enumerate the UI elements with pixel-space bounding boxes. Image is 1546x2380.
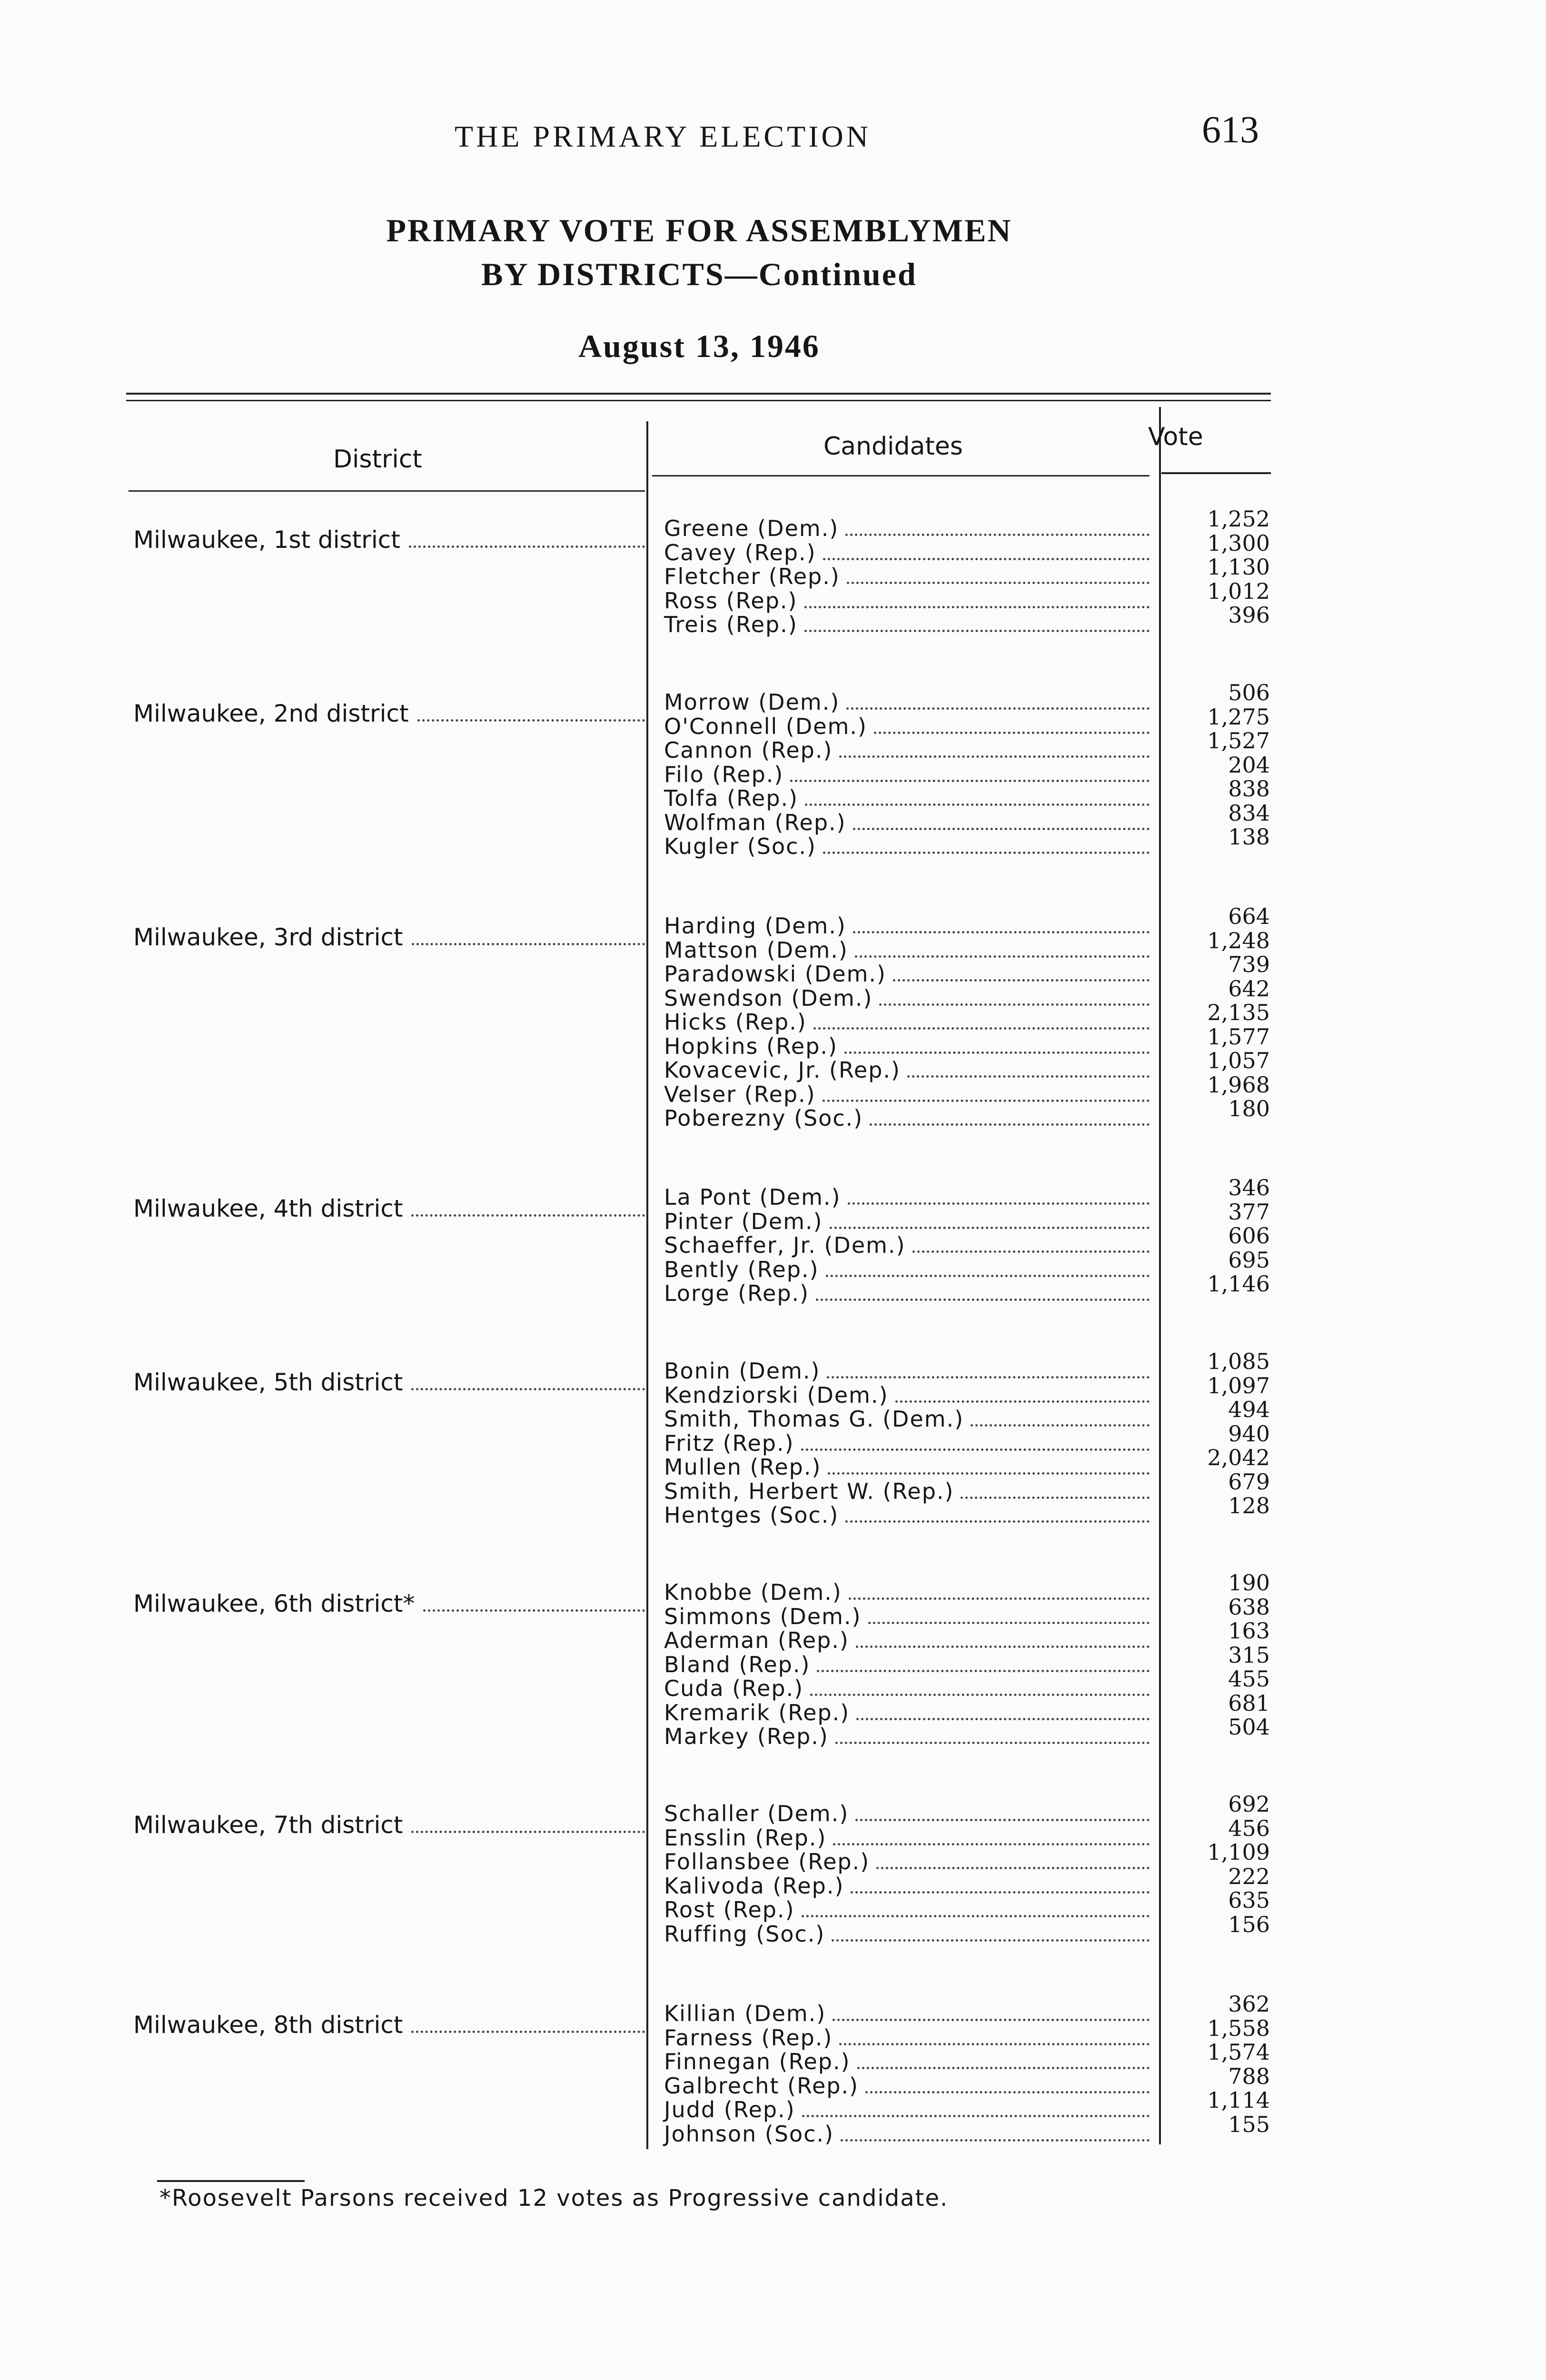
vote-list [1160, 1176, 1270, 1296]
column-header-candidates: Candidates [823, 432, 963, 461]
title-line-1: PRIMARY VOTE FOR ASSEMBLYMEN [386, 212, 1012, 248]
candidate-name: Tolfa (Rep.) [664, 785, 799, 811]
candidate-row [664, 1628, 1150, 1653]
dot-leader [868, 1622, 1150, 1624]
dot-leader [857, 2067, 1150, 2069]
vote-count: 504 [1228, 1714, 1270, 1740]
district-label: Milwaukee, 7th district [133, 1811, 403, 1839]
candidate-name: Swendson (Dem.) [664, 985, 873, 1011]
candidate-row [664, 541, 1150, 565]
candidate-row [664, 1479, 1150, 1504]
candidate-list [664, 2002, 1150, 2146]
candidate-row [664, 565, 1150, 589]
candidate-row [664, 1082, 1150, 1107]
dot-leader [801, 1448, 1150, 1451]
vote-count: 679 [1228, 1468, 1270, 1495]
vote-count: 1,968 [1207, 1071, 1270, 1098]
footnote-rule [157, 2180, 305, 2182]
candidate-list [664, 1802, 1150, 1946]
candidate-row [664, 1826, 1150, 1850]
vote-count: 455 [1228, 1666, 1270, 1692]
vote-count: 692 [1228, 1791, 1270, 1817]
dot-leader [832, 1939, 1150, 1942]
district-name [133, 1368, 645, 1396]
candidate-row [664, 589, 1150, 613]
vote-list [1160, 1349, 1270, 1518]
dot-leader [823, 852, 1150, 854]
candidate-name: Farness (Rep.) [664, 2024, 833, 2051]
candidate-row [664, 962, 1150, 986]
dot-leader [961, 1497, 1150, 1499]
candidate-list [664, 516, 1150, 637]
candidate-name: Lorge (Rep.) [664, 1280, 810, 1306]
vote-count: 494 [1228, 1397, 1270, 1422]
vote-count: 163 [1228, 1618, 1270, 1644]
dot-leader [804, 606, 1150, 608]
candidate-row [664, 1281, 1150, 1306]
vote-list [1160, 681, 1270, 849]
dot-leader [813, 1027, 1150, 1030]
candidate-name: Fritz (Rep.) [664, 1430, 794, 1456]
vote-count: 838 [1228, 776, 1270, 802]
vote-count: 1,146 [1207, 1271, 1270, 1297]
vote-count: 155 [1228, 2111, 1270, 2137]
candidate-name: Hopkins (Rep.) [664, 1033, 838, 1059]
header-rule-district [129, 490, 645, 492]
candidate-list [664, 1185, 1150, 1306]
candidate-row [664, 1725, 1150, 1749]
candidate-name: Kalivoda (Rep.) [664, 1873, 844, 1899]
vote-count: 940 [1228, 1420, 1270, 1447]
footnote: *Roosevelt Parsons received 12 votes as Progressive candidate. [159, 2185, 949, 2211]
vote-count: 1,248 [1207, 927, 1270, 953]
vote-count: 1,114 [1207, 2087, 1270, 2113]
dot-leader [870, 1123, 1150, 1126]
vote-list [1160, 904, 1270, 1121]
candidate-name: Knobbe (Dem.) [664, 1579, 842, 1605]
dot-leader [841, 2139, 1150, 2142]
candidate-row [664, 2002, 1150, 2026]
candidate-name: Cavey (Rep.) [664, 539, 816, 565]
district-name [133, 1590, 645, 1617]
vote-count: 222 [1228, 1863, 1270, 1889]
district-label: Milwaukee, 6th district* [133, 1590, 415, 1617]
dot-leader [893, 979, 1150, 982]
candidate-row [664, 2122, 1150, 2146]
candidate-name: Treis (Rep.) [664, 612, 798, 637]
district-label: Milwaukee, 1st district [133, 526, 400, 554]
candidate-row [664, 1898, 1150, 1922]
candidate-row [664, 1010, 1150, 1034]
candidate-name: Filo (Rep.) [664, 761, 784, 787]
candidate-name: Smith, Herbert W. (Rep.) [664, 1478, 954, 1504]
district-label: Milwaukee, 2nd district [133, 700, 409, 727]
candidate-row [664, 613, 1150, 637]
dot-leader [412, 943, 645, 945]
vote-count: 1,275 [1207, 704, 1270, 730]
candidate-name: Smith, Thomas G. (Dem.) [664, 1406, 964, 1432]
candidate-list [664, 690, 1150, 859]
vote-count: 635 [1228, 1887, 1270, 1913]
candidate-name: Kugler (Soc.) [664, 833, 816, 859]
candidate-name: Aderman (Rep.) [664, 1627, 849, 1653]
candidate-name: O'Connell (Dem.) [664, 713, 867, 739]
title-line-2: BY DISTRICTS—Continued [481, 256, 917, 292]
district-label: Milwaukee, 8th district [133, 2011, 403, 2039]
vote-count: 1,085 [1207, 1349, 1270, 1374]
vote-count: 506 [1228, 680, 1270, 705]
candidate-name: Greene (Dem.) [664, 516, 839, 541]
vote-count: 1,574 [1207, 2039, 1270, 2065]
candidate-row [664, 1233, 1150, 1258]
candidate-name: Johnson (Soc.) [664, 2121, 834, 2147]
candidate-row [664, 2098, 1150, 2122]
dot-leader [823, 558, 1150, 560]
page-header [0, 109, 1546, 166]
candidate-row [664, 2074, 1150, 2098]
candidate-row [664, 1850, 1150, 1874]
candidate-name: Finnegan (Rep.) [664, 2049, 851, 2074]
candidate-row [664, 763, 1150, 787]
dot-leader [848, 1202, 1150, 1205]
vote-count: 681 [1228, 1690, 1270, 1716]
candidate-row [664, 516, 1150, 541]
vote-count: 1,527 [1207, 728, 1270, 754]
candidate-row [664, 1058, 1150, 1082]
candidate-row [664, 1383, 1150, 1408]
header-rule-vote [1161, 472, 1271, 474]
candidate-name: Cuda (Rep.) [664, 1676, 804, 1701]
vote-count: 138 [1228, 824, 1270, 850]
candidate-row [664, 1503, 1150, 1527]
dot-leader [802, 1915, 1150, 1917]
candidate-name: Simmons (Dem.) [664, 1603, 862, 1629]
candidate-row [664, 1106, 1150, 1130]
dot-leader [879, 1003, 1150, 1006]
candidate-name: Morrow (Dem.) [664, 689, 840, 715]
candidate-row [664, 1407, 1150, 1431]
dot-leader [865, 2091, 1150, 2093]
vote-count: 606 [1228, 1223, 1270, 1249]
candidate-row [664, 690, 1150, 714]
candidate-name: Kendziorski (Dem.) [664, 1382, 889, 1408]
candidate-row [664, 714, 1150, 739]
dot-leader [790, 780, 1150, 782]
dot-leader [423, 1609, 645, 1612]
dot-leader [895, 1400, 1150, 1403]
vote-list [1160, 1992, 1270, 2136]
vote-count: 695 [1228, 1247, 1270, 1273]
candidate-row [664, 914, 1150, 938]
vote-count: 638 [1228, 1594, 1270, 1620]
vote-count: 1,012 [1207, 578, 1270, 604]
vote-count: 1,577 [1207, 1023, 1270, 1050]
column-header-district: District [333, 445, 422, 474]
candidate-row [664, 938, 1150, 962]
dot-leader [912, 1250, 1150, 1253]
candidate-row [664, 1258, 1150, 1282]
dot-leader [847, 582, 1150, 584]
vote-count: 739 [1228, 952, 1270, 977]
candidate-name: Kremarik (Rep.) [664, 1699, 850, 1726]
vote-count: 1,109 [1207, 1839, 1270, 1865]
vote-count: 362 [1228, 1991, 1270, 2017]
dot-leader [810, 1694, 1150, 1696]
district-name [133, 700, 645, 727]
candidate-name: Velser (Rep.) [664, 1081, 816, 1107]
candidate-name: Ensslin (Rep.) [664, 1825, 827, 1851]
district-label: Milwaukee, 5th district [133, 1368, 403, 1396]
candidate-name: Ross (Rep.) [664, 587, 798, 614]
dot-leader [832, 2019, 1150, 2021]
candidate-name: Bland (Rep.) [664, 1651, 811, 1677]
vote-count: 190 [1228, 1570, 1270, 1596]
candidate-row [664, 1455, 1150, 1479]
dot-leader [851, 1891, 1150, 1894]
vote-count: 642 [1228, 975, 1270, 1002]
dot-leader [411, 2031, 645, 2033]
dot-leader [849, 1597, 1150, 1600]
vote-count: 2,135 [1207, 1000, 1270, 1025]
candidate-name: Ruffing (Soc.) [664, 1921, 825, 1947]
candidate-row [664, 1874, 1150, 1898]
running-title: THE PRIMARY ELECTION [455, 119, 871, 153]
vote-count: 204 [1228, 752, 1270, 778]
candidate-name: Cannon (Rep.) [664, 737, 833, 763]
candidate-row [664, 1359, 1150, 1383]
dot-leader [828, 1472, 1150, 1475]
candidate-row [664, 1034, 1150, 1059]
dot-leader [844, 1051, 1150, 1054]
candidate-list [664, 1580, 1150, 1749]
candidate-name: Kovacevic, Jr. (Rep.) [664, 1057, 901, 1083]
candidate-name: Wolfman (Rep.) [664, 809, 846, 835]
dot-leader [874, 732, 1150, 734]
candidate-name: Killian (Dem.) [664, 2001, 826, 2026]
candidate-name: Paradowski (Dem.) [664, 961, 886, 987]
candidate-name: La Pont (Dem.) [664, 1184, 841, 1210]
candidate-name: Poberezny (Soc.) [664, 1105, 863, 1131]
vote-count: 2,042 [1207, 1445, 1270, 1470]
candidate-row [664, 834, 1150, 859]
district-name [133, 2011, 645, 2039]
vote-count: 1,057 [1207, 1048, 1270, 1073]
dot-leader [826, 1275, 1150, 1277]
candidate-name: Fletcher (Rep.) [664, 564, 840, 589]
dot-leader [804, 630, 1150, 632]
dot-leader [823, 1100, 1150, 1102]
dot-leader [855, 1819, 1150, 1821]
candidate-name: Pinter (Dem.) [664, 1208, 823, 1234]
table-top-rule-2 [126, 400, 1271, 401]
candidate-name: Harding (Dem.) [664, 913, 846, 939]
candidate-row [664, 738, 1150, 763]
vote-count: 1,252 [1207, 506, 1270, 532]
candidate-row [664, 1802, 1150, 1826]
dot-leader [845, 534, 1150, 536]
dot-leader [817, 1670, 1150, 1672]
vote-count: 456 [1228, 1815, 1270, 1841]
vote-count: 1,097 [1207, 1372, 1270, 1398]
dot-leader [846, 707, 1150, 710]
district-name [133, 526, 645, 554]
candidate-name: Galbrecht (Rep.) [664, 2073, 859, 2099]
dot-leader [876, 1867, 1150, 1869]
page-number: 613 [1202, 109, 1259, 151]
vote-count: 664 [1228, 903, 1270, 929]
vote-count: 377 [1228, 1199, 1270, 1225]
header-rule-candidates [652, 475, 1150, 476]
candidate-list [664, 914, 1150, 1130]
dot-leader [855, 955, 1150, 958]
table-top-rule [126, 393, 1271, 395]
dot-leader [417, 719, 645, 722]
dot-leader [856, 1646, 1150, 1648]
vote-count: 396 [1228, 602, 1270, 628]
column-header-vote: Vote [1148, 423, 1203, 451]
vote-count: 346 [1228, 1175, 1270, 1200]
dot-leader [802, 2115, 1150, 2117]
vote-list [1160, 1792, 1270, 1936]
dot-leader [805, 803, 1150, 806]
candidate-name: Rost (Rep.) [664, 1897, 795, 1923]
candidate-row [664, 1210, 1150, 1234]
dot-leader [839, 2043, 1150, 2045]
district-name [133, 923, 645, 951]
candidate-row [664, 1653, 1150, 1677]
dot-leader [845, 1520, 1150, 1523]
candidate-list [664, 1359, 1150, 1527]
vote-count: 315 [1228, 1642, 1270, 1668]
vote-count: 1,558 [1207, 2015, 1270, 2041]
district-label: Milwaukee, 3rd district [133, 923, 403, 951]
table-title [0, 208, 1546, 365]
election-date: August 13, 1946 [578, 328, 820, 364]
dot-leader [971, 1424, 1150, 1427]
vote-count: 1,300 [1207, 530, 1270, 556]
dot-leader [830, 1227, 1150, 1229]
dot-leader [839, 755, 1150, 758]
district-label: Milwaukee, 4th district [133, 1195, 403, 1222]
dot-leader [856, 1718, 1150, 1720]
candidate-row [664, 1605, 1150, 1629]
dot-leader [835, 1742, 1150, 1744]
vote-count: 1,130 [1207, 554, 1270, 580]
candidate-name: Hentges (Soc.) [664, 1502, 839, 1528]
vote-count: 128 [1228, 1493, 1270, 1518]
candidate-name: Follansbee (Rep.) [664, 1849, 870, 1874]
candidate-name: Markey (Rep.) [664, 1724, 829, 1749]
dot-leader [827, 1376, 1150, 1378]
dot-leader [411, 1214, 645, 1217]
dot-leader [833, 1843, 1150, 1845]
district-name [133, 1811, 645, 1839]
candidate-row [664, 2026, 1150, 2050]
vote-count: 156 [1228, 1911, 1270, 1937]
candidate-name: Hicks (Rep.) [664, 1009, 807, 1035]
dot-leader [411, 1388, 645, 1390]
candidate-row [664, 1701, 1150, 1725]
dot-leader [853, 828, 1150, 830]
dot-leader [409, 545, 645, 548]
candidate-row [664, 1676, 1150, 1701]
candidate-name: Schaeffer, Jr. (Dem.) [664, 1232, 906, 1258]
vote-list [1160, 1571, 1270, 1739]
dot-leader [853, 931, 1150, 933]
candidate-row [664, 986, 1150, 1011]
dot-leader [411, 1831, 645, 1833]
dot-leader [816, 1299, 1150, 1301]
candidate-name: Judd (Rep.) [664, 2097, 795, 2122]
candidate-name: Mattson (Dem.) [664, 937, 848, 963]
candidate-name: Bently (Rep.) [664, 1256, 819, 1282]
candidate-row [664, 786, 1150, 811]
candidate-row [664, 1185, 1150, 1210]
vote-count: 834 [1228, 800, 1270, 826]
candidate-row [664, 1922, 1150, 1946]
candidate-row [664, 1431, 1150, 1456]
vote-count: 788 [1228, 2063, 1270, 2089]
vote-list [1160, 507, 1270, 627]
candidate-row [664, 1580, 1150, 1605]
candidate-name: Bonin (Dem.) [664, 1358, 821, 1384]
candidate-row [664, 811, 1150, 835]
candidate-name: Schaller (Dem.) [664, 1801, 849, 1826]
candidate-name: Mullen (Rep.) [664, 1454, 822, 1480]
candidate-row [664, 2050, 1150, 2074]
vote-count: 180 [1228, 1096, 1270, 1121]
district-name [133, 1195, 645, 1222]
column-divider-district [646, 421, 648, 2149]
dot-leader [907, 1075, 1150, 1078]
